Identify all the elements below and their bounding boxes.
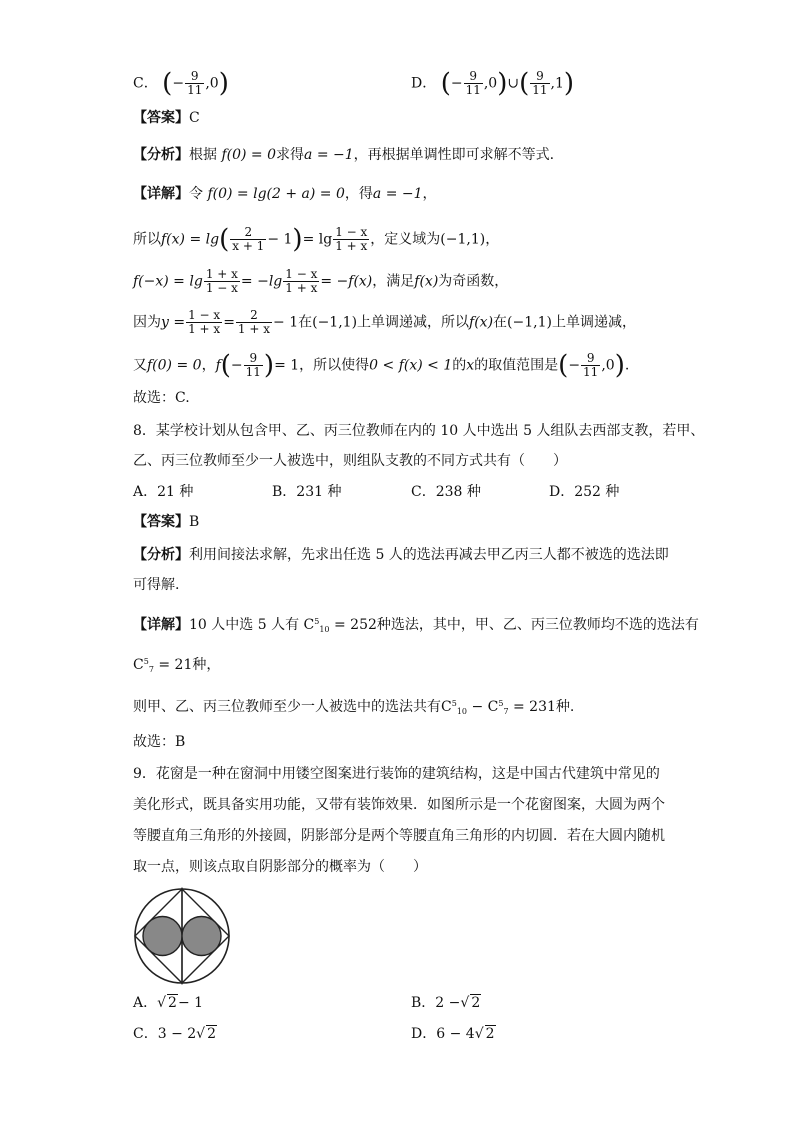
math: f(x) [414,273,439,290]
math-sup: 5 [314,617,320,626]
math: = 1 [274,357,300,374]
option-label: A． [133,995,158,1011]
detail-tag: 【详解】 [133,617,189,633]
paren: ) [563,68,575,99]
q8-analysis-line-1 [133,545,669,565]
q7-detail-line-4 [133,309,636,336]
text: ，满足 [372,273,415,290]
math: − 1 [267,231,293,248]
q8-option-a: A．21 种 [133,484,194,500]
q8-option-d: D．252 种 [549,484,620,500]
answer-value: C [189,110,200,126]
math-sup: 5 [143,657,149,666]
math-sub: 7 [148,665,154,674]
q8-conclusion: 故选：B [133,734,186,750]
inscribed-circle-right [182,917,221,956]
math: = [223,314,235,331]
text: 种， [192,657,221,673]
q8-detail-line-1 [133,612,699,640]
q7-option-c: C． (− $\frac{9}{11}$ ,0) [133,68,229,99]
math: x [466,357,475,374]
math: a = −1 [372,186,423,202]
math: f(x) = lg [161,231,220,248]
text: ， [201,357,216,374]
q7-analysis [133,145,554,165]
math: = −lg [240,273,283,290]
q8-detail-line-2 [133,652,220,680]
math-sub: 7 [503,707,509,716]
radicand: 2 [471,995,481,1011]
math: a = −1 [304,147,354,163]
math: 2 − [435,995,461,1011]
paren: ) [614,350,625,381]
paren: ( [162,68,173,99]
text: ，所以使得 [299,357,370,374]
math: C [133,657,144,673]
fraction [185,70,204,97]
fraction [230,226,266,253]
math: − C [471,699,499,715]
frac-den: 1 + x [237,322,271,336]
math: (−1,1) [507,314,552,331]
frac-den: 1 − x [205,281,238,295]
fraction [186,309,222,336]
math: y = [161,314,186,331]
frac-num: 1 − x [285,267,318,281]
math: f [215,357,221,374]
frac-num: 9 [464,70,483,84]
option-label: B． [411,995,436,1011]
text: ， [485,231,500,248]
text: 为奇函数， [438,273,509,290]
q9-option-a: A．√ 2− 1 [133,995,204,1011]
answer-value: B [189,514,200,530]
window-lattice-figure [133,886,241,986]
analysis-tag: 【分析】 [133,147,189,163]
math: = 231 [513,699,556,715]
q7-detail-line-3 [133,268,508,295]
answer-tag: 【答案】 [133,514,189,530]
paren: ) [292,224,303,255]
q8-option-b: B．231 种 [272,484,342,500]
math: 3 − 2 [157,1026,197,1042]
frac-den: x + 1 [232,239,265,253]
fraction [283,268,319,295]
paren: ) [218,68,229,99]
text: . [624,357,630,374]
q8-analysis-line-2: 可得解. [133,577,180,593]
text: 在 [298,314,313,331]
frac-den: 11 [532,83,548,97]
math: = 21 [158,657,193,673]
paren: ( [219,224,230,255]
math: f(x) [469,314,494,331]
q7-detail-line-5: 又f(0) = 0，f(− $\frac{9}{11}$ )= 1，所以使得0 < f(x) < 1的x的取值范围是(− $\frac{9}{11}$ ,0). [133,350,630,381]
option-label: C． [133,75,158,92]
text: 令 [189,186,203,202]
answer-tag: 【答案】 [133,110,189,126]
math: = lg [302,231,333,248]
fraction [530,70,549,97]
text: 利用间接法求解，先求出任选 5 人的选法再减去甲乙丙三人都不被选的选法即 [189,547,669,563]
paren: ( [220,350,231,381]
math: − 1 [273,314,299,331]
math: (−1,1) [312,314,358,331]
option-label: D． [411,1026,437,1042]
inscribed-circle-left [143,917,182,956]
radicand: 2 [207,1026,217,1042]
q7-option-d: D． (− $\frac{9}{11}$ ,0)∪( $\frac{9}{11}$ ,1) [411,68,575,99]
frac-num: 9 [581,352,600,366]
fraction [244,352,263,379]
fraction [464,70,483,97]
frac-num: 2 [230,226,266,240]
text: 上单调递减， [551,314,636,331]
frac-num: 1 − x [188,308,221,322]
text: 种选法，其中，甲、乙、丙三位教师均不选的选法有 [376,617,699,633]
paren: ) [497,68,508,99]
math: 6 − 4 [436,1026,475,1042]
q8-detail-line-3 [133,694,574,722]
q8-answer [133,512,199,532]
text: 求得 [276,147,305,163]
math-sub: 10 [456,707,467,716]
frac-num: 9 [530,70,549,84]
frac-den: 11 [187,83,203,97]
text: 又 [133,357,147,374]
q7-conclusion: 故选：C. [133,390,190,406]
fraction [236,309,272,336]
paren: ( [519,68,530,99]
text: 的取值范围是 [474,357,559,374]
q7-detail-line-1 [133,184,437,204]
math: C [303,617,315,633]
text: 种. [555,699,575,715]
frac-den: 11 [583,365,599,379]
text: ，定义域为 [370,231,441,248]
math: = 252 [333,617,377,633]
text: 根据 [189,147,217,163]
q8-stem-line-1: 8．某学校计划从包含甲、乙、丙三位教师在内的 10 人中选出 5 人组队去西部支教，若甲、 [133,423,705,439]
text: ， [422,186,437,202]
math: = −f(x) [320,273,373,290]
math: f(0) = lg(2 + a) = 0 [207,186,345,202]
text: 在 [493,314,508,331]
frac-den: 1 + x [285,281,318,295]
frac-den: 11 [465,83,481,97]
q9-stem-line-3: 等腰直角三角形的外接圆，阴影部分是两个等腰直角三角形的内切圆．若在大圆内随机 [133,828,665,844]
math-sub: 10 [319,625,330,634]
paren: ( [558,350,569,381]
frac-den: 1 + x [188,322,221,336]
math: f(−x) = lg [133,273,203,290]
frac-num: 9 [244,352,263,366]
text: ，再根据单调性即可求解不等式. [353,147,555,163]
paren: ( [440,68,451,99]
detail-tag: 【详解】 [133,186,189,202]
fraction [204,268,240,295]
math: f(0) = 0 [147,357,202,374]
frac-num: 2 [236,309,272,323]
text: 10 人中选 5 人有 [189,617,300,633]
q7-detail-line-2 [133,226,499,253]
option-label: C． [133,1026,158,1042]
q7-answer [133,108,200,128]
q8-option-c: C．238 种 [411,484,481,500]
paren: ) [263,350,275,381]
radicand: 2 [168,995,177,1011]
math-sup: 5 [498,699,504,708]
option-label: D． [411,75,437,92]
q9-option-b: B．2 −√ 2 [411,995,481,1011]
radicand: 2 [485,1026,495,1042]
text: ，得 [344,186,373,202]
text: 则甲、乙、丙三位教师至少一人被选中的选法共有 [133,699,441,715]
math: (−1,1) [440,231,486,248]
fraction [581,352,600,379]
q9-stem-line-2: 美化形式，既具备实用功能，又带有装饰效果．如图所示是一个花窗图案，大圆为两个 [133,797,665,813]
math-sup: 5 [451,699,457,708]
q9-option-c: C．3 − 2√ 2 [133,1026,217,1042]
q9-stem-line-4: 取一点，则该点取自阴影部分的概率为（ ） [133,859,427,875]
math: − 1 [177,995,204,1011]
math: C [441,699,452,715]
frac-num: 9 [185,70,204,84]
frac-num: 1 − x [335,225,368,239]
frac-den: 11 [245,365,261,379]
q9-stem-line-1: 9．花窗是一种在窗洞中用镂空图案进行装饰的建筑结构，这是中国古代建筑中常见的 [133,766,660,782]
q9-option-d: D．6 − 4√ 2 [411,1026,495,1042]
text: 因为 [133,314,161,331]
math: f(0) = 0 [221,147,277,163]
text: 的 [452,357,467,374]
analysis-tag: 【分析】 [133,547,189,563]
frac-den: 1 + x [335,239,368,253]
text: 上单调递减，所以 [357,314,470,331]
math: 0 < f(x) < 1 [369,357,453,374]
q8-stem-line-2: 乙、丙三位教师至少一人被选中，则组队支教的不同方式共有（ ） [133,453,567,469]
fraction [333,226,369,253]
frac-num: 1 + x [205,267,238,281]
text: 所以 [133,231,161,248]
